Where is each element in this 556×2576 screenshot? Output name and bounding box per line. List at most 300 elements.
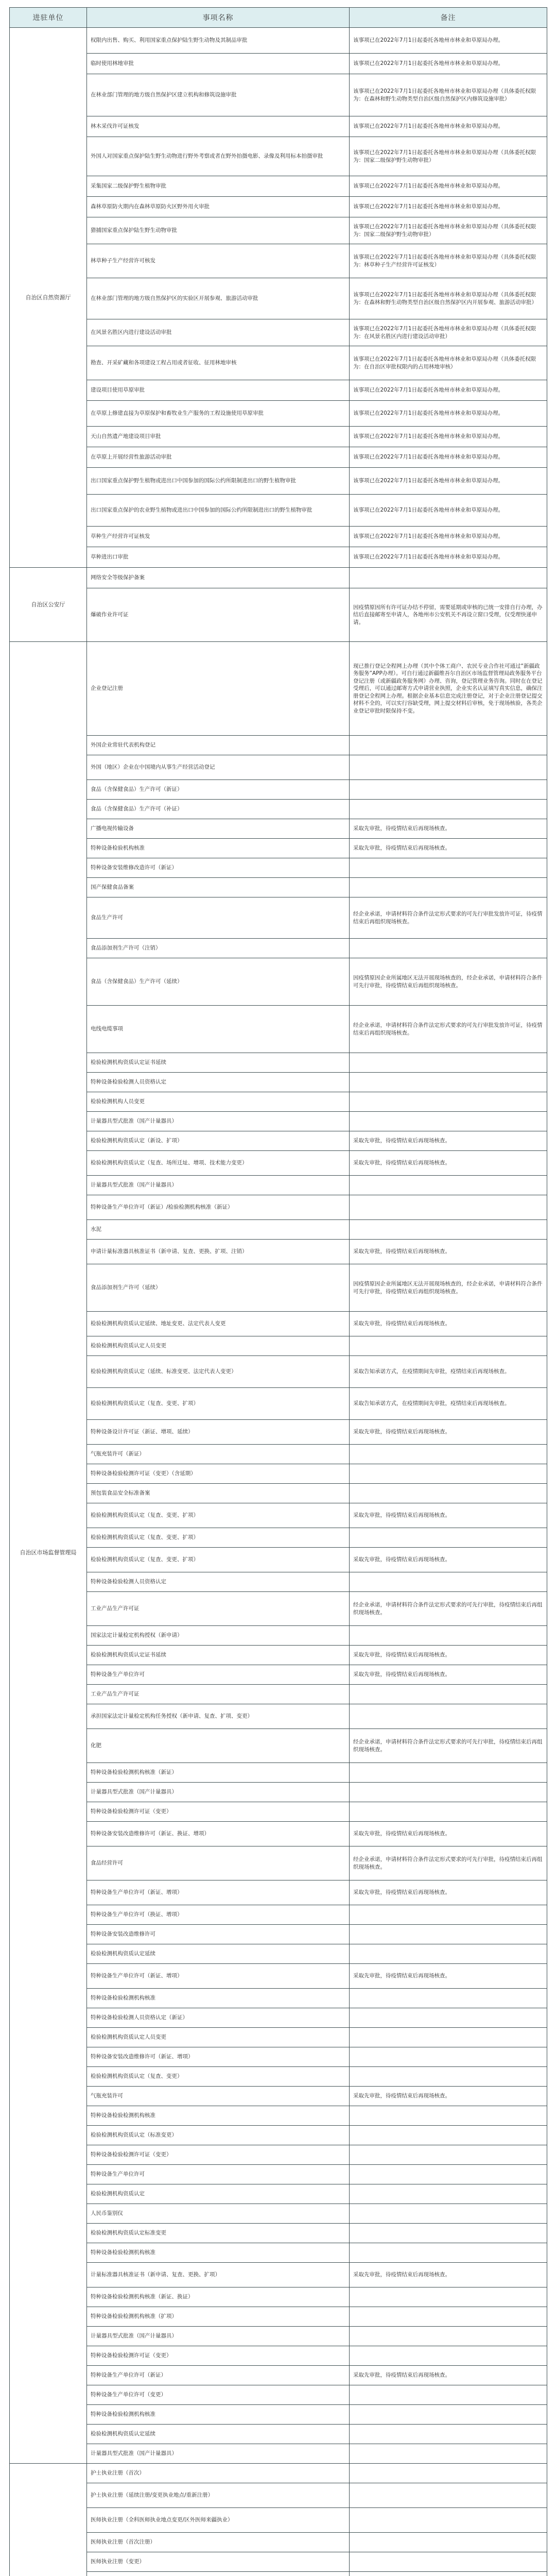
item-cell: 草种进出口审批: [87, 547, 350, 568]
table-row: [10, 1572, 547, 1592]
note-cell: [350, 1464, 547, 1484]
note-cell: 该事项已在2022年7月1日起委托各地州市林业和草原局办理（具体委托权限为：林草种子生产经营许可证核发）: [350, 244, 547, 278]
table-row: [10, 1646, 547, 1665]
table-row: [10, 2106, 547, 2126]
item-cell: 特种设备检验检测许可证（变更）: [87, 2145, 350, 2165]
note-cell: [350, 2145, 547, 2165]
note-cell: [350, 2327, 547, 2346]
item-cell: [87, 2572, 350, 2576]
table-row: [10, 939, 547, 958]
table-row: [10, 1880, 547, 1905]
note-cell: 该事项已在2022年7月1日起委托各地州市林业和草原局办理（具体委托权限为：国家二级保护野生动物审批）: [350, 217, 547, 244]
note-cell: 该事项已在2022年7月1日起委托各地州市林业和草原局办理。: [350, 427, 547, 447]
note-cell: [350, 2572, 547, 2576]
table-row: [10, 878, 547, 897]
item-cell: 食品添加剂生产许可（注销）: [87, 939, 350, 958]
note-cell: [350, 1528, 547, 1548]
item-cell: 特种设备检验检测机构核准: [87, 2243, 350, 2263]
note-cell: [350, 1053, 547, 1073]
note-cell: 该事项已在2022年7月1日起委托各地州市林业和草原局办理。: [350, 54, 547, 74]
item-cell: 在林业部门管理的地方级自然保护区建立机构和修筑设施审批: [87, 74, 350, 116]
note-cell: [350, 1445, 547, 1464]
item-cell: 特种设备生产单位许可: [87, 2165, 350, 2184]
table-row: [10, 1195, 547, 1220]
item-cell: 特种设备安装改造维修许可: [87, 1925, 350, 1944]
item-cell: 外国人对国家重点保护陆生野生动物进行野外考察或者在野外拍摄电影、录像及利用标本拍摄审批: [87, 137, 350, 176]
table-row: [10, 1989, 547, 2008]
item-cell: 医师执业注册（首次注册）: [87, 2533, 350, 2552]
table-row: [10, 137, 547, 176]
note-cell: [350, 1112, 547, 1131]
table-row: [10, 736, 547, 755]
item-cell: 食品（含保健食品）生产许可（新证）: [87, 780, 350, 800]
note-cell: 经企业承诺，申请材料符合条件法定形式要求的可先行审批发放许可证，待疫情结束后再组织现场核查。: [350, 1006, 547, 1053]
note-cell: [350, 2483, 547, 2508]
item-cell: 建设项目使用草原审批: [87, 380, 350, 401]
item-cell: 出口国家重点保护野生植物或进出口中国参加的国际公约所限制进出口的野生植物审批: [87, 468, 350, 495]
note-cell: 采取先审批，待疫情结束后再现场核查。: [350, 1964, 547, 1989]
note-cell: [350, 755, 547, 780]
table-row: [10, 28, 547, 54]
table-row: [10, 2444, 547, 2464]
table-row: [10, 2405, 547, 2425]
note-cell: 该事项已在2022年7月1日起委托各地州市林业和草原局办理（具体委托权限为：在森林和野生动物类型自治区级自然保护区内修筑设施审批）: [350, 74, 547, 116]
table-row: [10, 2067, 547, 2087]
item-cell: 医师执业注册（全科医师执业地点变更/区外医师来疆执业）: [87, 2508, 350, 2533]
note-cell: 采取先审批，待疫情结束后再现场核查。: [350, 1312, 547, 1336]
note-cell: 采取先审批，待疫情结束后再现场核查。: [350, 1240, 547, 1264]
item-cell: 计量标准器具核准证书（新申请、复查、更换、扩项）: [87, 2263, 350, 2287]
item-cell: 特种设备检验检测机构核准: [87, 1989, 350, 2008]
table-row: [10, 839, 547, 858]
table-row: [10, 1092, 547, 1112]
item-cell: 检验检测机构资质认定（标准变更）: [87, 2126, 350, 2145]
note-cell: 该事项已在2022年7月1日起委托各地州市林业和草原局办理。: [350, 401, 547, 427]
note-cell: [350, 1073, 547, 1092]
item-cell: 检验检测机构人员变更: [87, 1092, 350, 1112]
note-cell: 该事项已在2022年7月1日起委托各地州市林业和草原局办理。: [350, 527, 547, 547]
table-row: [10, 495, 547, 527]
table-row: [10, 2425, 547, 2444]
table-row: [10, 2008, 547, 2028]
note-cell: 采取先审批，待疫情结束后再现场核查。: [350, 1503, 547, 1528]
table-row: [10, 2126, 547, 2145]
note-cell: 因疫情原因企业所属地区无法开展现场核查的，经企业承诺，申请材料符合条件可先行审批，待疫情结束后再组织现场核查。: [350, 958, 547, 1006]
item-cell: 承担国家法定计量检定机构任务授权（新申请、复查、扩项、变更）: [87, 1704, 350, 1729]
note-cell: 采取先审批，待疫情结束后再现场核查。: [350, 839, 547, 858]
item-cell: 在林业部门管理的地方级自然保护区的实验区开展参观、旅游活动审批: [87, 278, 350, 319]
note-cell: [350, 1802, 547, 1822]
note-cell: 采取先审批，待疫情结束后再现场核查。: [350, 1880, 547, 1905]
table-row: [10, 1964, 547, 1989]
note-cell: 现已推行登记全程网上办理（其中个体工商户、农民专业合作社可通过“新疆政务服务”APP办理）。可自行通过新疆维吾尔自治区市场监督管理局政务服务平台登记注册（或新疆政务服务网）办理、咨询，登记管理业务咨询。同时在在登记受理后，可以通过邮寄方式申请营业执照，企业实名认证填写真实信息，确保注册登记全程网上办理。根据企业基本信息完成注册登记，对于企业注册登记提交材料不全的，可以实行容缺受理，网上提交材料后审核，免于现场核验，各类企业登记审批时限保持不变。: [350, 642, 547, 736]
note-cell: 经企业承诺，申请材料符合条件法定形式要求的可先行审批，待疫情结束后再组织现场核查。: [350, 1846, 547, 1880]
note-cell: [350, 858, 547, 878]
table-row: [10, 2483, 547, 2508]
table-row: [10, 2572, 547, 2576]
item-cell: 特种设备检验检测机构核准: [87, 2405, 350, 2425]
note-cell: [350, 1944, 547, 1964]
item-cell: 检验检测机构资质认定: [87, 2184, 350, 2204]
item-cell: 检验检测机构资质认定延续、地址变更、法定代表人变更: [87, 1312, 350, 1336]
note-cell: [350, 2405, 547, 2425]
table-row: [10, 2087, 547, 2106]
note-cell: 采取先审批，待疫情结束后再现场核查。: [350, 1646, 547, 1665]
note-cell: 该事项已在2022年7月1日起委托各地州市林业和草原局办理（具体委托权限为：在森林和野生动物类型自治区级自然保护区内开展参观、旅游活动审批）: [350, 278, 547, 319]
table-row: [10, 447, 547, 468]
item-cell: 计量器具型式批准（国产计量器具）: [87, 2327, 350, 2346]
table-row: [10, 1151, 547, 1176]
table-row: [10, 2385, 547, 2405]
item-cell: 企业登记注册: [87, 642, 350, 736]
note-cell: [350, 568, 547, 588]
note-cell: 该事项已在2022年7月1日起委托各地州市林业和草原局办理。: [350, 197, 547, 217]
table-row: [10, 116, 547, 137]
table-row: [10, 588, 547, 642]
note-cell: [350, 1685, 547, 1704]
table-row: [10, 780, 547, 800]
note-cell: [350, 780, 547, 800]
table-row: [10, 1112, 547, 1131]
item-cell: 检验检测机构资质认定延续: [87, 2425, 350, 2444]
table-row: [10, 1484, 547, 1503]
table-row: [10, 1053, 547, 1073]
table-row: [10, 1783, 547, 1802]
note-cell: [350, 2307, 547, 2327]
note-cell: 因疫情原因企业所属地区无法开展现场核查的，经企业承诺，申请材料符合条件可先行审批，待疫情结束后再组织现场核查。: [350, 1264, 547, 1312]
table-row: [10, 2346, 547, 2366]
item-cell: 在草原上开展经营性旅游活动审批: [87, 447, 350, 468]
note-cell: [350, 2008, 547, 2028]
item-cell: 特种设备检验检测许可证（变更）（含延期）: [87, 1464, 350, 1484]
item-cell: 特种设备生产单位许可（新证）/检验检测机构核准（新证）: [87, 1195, 350, 1220]
note-cell: 采取先审批，待疫情结束后再现场核查。: [350, 1822, 547, 1846]
table-row: [10, 2533, 547, 2552]
item-cell: 广播电视传输设备: [87, 819, 350, 839]
item-cell: 检验检测机构资质认定（复查、场所迁址、增项、技术能力变更）: [87, 1151, 350, 1176]
item-cell: 网络安全等级保护备案: [87, 568, 350, 588]
item-cell: 气瓶充装许可: [87, 2087, 350, 2106]
note-cell: [350, 800, 547, 819]
item-cell: 特种设备检验检测许可证（变更）: [87, 1802, 350, 1822]
table-row: [10, 2165, 547, 2184]
item-cell: 检验检测机构资质认定（新设、扩项）: [87, 1131, 350, 1151]
item-cell: 国家法定计量检定机构授权（新申请）: [87, 1626, 350, 1646]
note-cell: 该事项已在2022年7月1日起委托各地州市林业和草原局办理。: [350, 468, 547, 495]
note-cell: [350, 736, 547, 755]
item-cell: 特种设备检验检测机构核准（新证、换证）: [87, 2287, 350, 2307]
note-cell: [350, 1176, 547, 1195]
note-cell: 该事项已在2022年7月1日起委托各地州市林业和草原局办理。: [350, 116, 547, 137]
table-row: [10, 1822, 547, 1846]
table-row: [10, 1802, 547, 1822]
table-row: [10, 1264, 547, 1312]
item-cell: 特种设备检验检测机构核准: [87, 2106, 350, 2126]
item-cell: 猎捕国家重点保护陆生野生动物审批: [87, 217, 350, 244]
table-row: [10, 819, 547, 839]
note-cell: 采取先审批，待疫情结束后再现场核查。: [350, 1131, 547, 1151]
item-cell: 检验检测机构资质认定标准变更: [87, 2224, 350, 2243]
header-item: 事项名称: [87, 8, 350, 28]
note-cell: 经企业承诺，申请材料符合条件法定形式要求的可先行审批，待疫情结束后再组织现场核查。: [350, 1592, 547, 1626]
item-cell: 食品经营许可: [87, 1846, 350, 1880]
item-cell: 检验检测机构资质认定延续: [87, 1944, 350, 1964]
item-cell: 特种设备检验机构核准: [87, 839, 350, 858]
item-cell: 特种设备生产单位许可（新证、增项）: [87, 1964, 350, 1989]
table-row: [10, 427, 547, 447]
item-cell: 外国企业常驻代表机构登记: [87, 736, 350, 755]
item-cell: 特种设备检验检测人员资格认定（新证）: [87, 2008, 350, 2028]
note-cell: [350, 2243, 547, 2263]
table-row: [10, 2287, 547, 2307]
note-cell: 该事项已在2022年7月1日起委托各地州市林业和草原局办理（具体委托权限为：国家二级保护野生动物审批）: [350, 137, 547, 176]
table-row: [10, 2307, 547, 2327]
table-row: [10, 1592, 547, 1626]
table-row: [10, 2327, 547, 2346]
table-row: [10, 1006, 547, 1053]
note-cell: 采取先审批，待疫情结束后再现场核查。: [350, 2087, 547, 2106]
item-cell: 特种设备设计许可证（新证、增项、延续）: [87, 1420, 350, 1445]
table-row: [10, 1420, 547, 1445]
note-cell: 采取先审批，待疫情结束后再现场核查。: [350, 1420, 547, 1445]
item-cell: 草种生产经营许可证核发: [87, 527, 350, 547]
table-row: [10, 1548, 547, 1572]
table-row: [10, 858, 547, 878]
item-cell: 外国（地区）企业在中国境内从事生产经营活动登记: [87, 755, 350, 780]
item-cell: 预包装食品安全标准备案: [87, 1484, 350, 1503]
note-cell: [350, 2425, 547, 2444]
item-cell: 申请计量标准器具核准证书（新申请、复查、更换、扩项、注销）: [87, 1240, 350, 1264]
note-cell: [350, 1763, 547, 1783]
item-cell: 检验检测机构资质认定（复查、变更、扩项）: [87, 1503, 350, 1528]
table-row: [10, 74, 547, 116]
item-cell: 检验检测机构资质认定人员变更: [87, 1336, 350, 1356]
table-row: [10, 1336, 547, 1356]
table-row: [10, 1665, 547, 1685]
unit-cell: 自治区公安厅: [10, 568, 87, 642]
item-cell: 食品（含保健食品）生产许可（延续）: [87, 958, 350, 1006]
table-row: [10, 2464, 547, 2483]
table-row: [10, 346, 547, 380]
note-cell: 该事项已在2022年7月1日起委托各地州市林业和草原局办理。: [350, 547, 547, 568]
table-row: [10, 1131, 547, 1151]
item-cell: 权限内出售、购买、利用国家重点保护陆生野生动物及其制品审批: [87, 28, 350, 54]
item-cell: 医师执业注册（变更）: [87, 2552, 350, 2572]
note-cell: [350, 1336, 547, 1356]
table-row: [10, 2508, 547, 2533]
item-cell: 工业产品生产许可证: [87, 1592, 350, 1626]
note-cell: [350, 2028, 547, 2047]
item-cell: 爆破作业许可证: [87, 588, 350, 642]
table-body: [10, 28, 547, 2576]
item-cell: 检验检测机构资质认定证书延续: [87, 1646, 350, 1665]
table-row: [10, 54, 547, 74]
table-row: [10, 1704, 547, 1729]
item-cell: 天山自然遗产地建设项目审批: [87, 427, 350, 447]
item-cell: 食品生产许可: [87, 897, 350, 939]
table-row: [10, 1464, 547, 1484]
note-cell: 该事项已在2022年7月1日起委托各地州市林业和草原局办理（具体委托权限为：在风景名胜区内进行建设活动审批）: [350, 319, 547, 346]
table-row: [10, 176, 547, 197]
table-row: [10, 1944, 547, 1964]
table-row: [10, 1846, 547, 1880]
note-cell: [350, 2385, 547, 2405]
item-cell: 化肥: [87, 1729, 350, 1763]
item-cell: 气瓶充装许可（新证）: [87, 1445, 350, 1464]
item-cell: 计量器具型式批准（国产计量器具）: [87, 1176, 350, 1195]
table-row: [10, 2028, 547, 2047]
item-cell: 特种设备生产单位许可: [87, 1665, 350, 1685]
note-cell: [350, 1572, 547, 1592]
table-row: [10, 1685, 547, 1704]
table-header-row: [10, 8, 547, 28]
item-cell: 在风景名胜区内进行建设活动审批: [87, 319, 350, 346]
note-cell: 采取先审批，待疫情结束后再现场核查。: [350, 2366, 547, 2385]
unit-cell: [10, 2464, 87, 2576]
table-row: [10, 2145, 547, 2165]
item-cell: 检验检测机构资质认定（复查、变更）: [87, 2067, 350, 2087]
table-row: [10, 1240, 547, 1264]
note-cell: 采取告知承诺方式，在疫情期间先审批，疫情结束后再现场核查。: [350, 1388, 547, 1420]
table-row: [10, 2243, 547, 2263]
table-row: [10, 2263, 547, 2287]
note-cell: [350, 2067, 547, 2087]
table-row: [10, 380, 547, 401]
table-row: [10, 217, 547, 244]
note-cell: [350, 939, 547, 958]
note-cell: [350, 1220, 547, 1240]
note-cell: 因疫情原因所有许可证办结不停留，需要延期或审核的已统一安排自行办理，办结后直接邮寄至申请人，各地州市公安机关不再设立窗口受理，仅受理快递申请。: [350, 588, 547, 642]
item-cell: 特种设备检验检测许可证（变更）: [87, 2346, 350, 2366]
table-row: [10, 1445, 547, 1464]
note-cell: [350, 2184, 547, 2204]
note-cell: [350, 2552, 547, 2572]
note-cell: [350, 878, 547, 897]
header-note: 备注: [350, 8, 547, 28]
item-cell: 国产保健食品备案: [87, 878, 350, 897]
note-cell: 该事项已在2022年7月1日起委托各地州市林业和草原局办理（具体委托权限为：在自治区审批权限内的占用林地审核）: [350, 346, 547, 380]
table-row: [10, 2224, 547, 2243]
item-cell: 特种设备安装改造维修许可（新证、换证、增项）: [87, 1822, 350, 1846]
item-cell: 临时使用林地审批: [87, 54, 350, 74]
table-row: [10, 1312, 547, 1336]
item-cell: 食品添加剂生产许可（延续）: [87, 1264, 350, 1312]
unit-cell: 自治区市场监督管理局: [10, 642, 87, 2464]
item-cell: 林木采伐许可证核发: [87, 116, 350, 137]
note-cell: [350, 2533, 547, 2552]
table-row: [10, 401, 547, 427]
table-row: [10, 1925, 547, 1944]
note-cell: [350, 2444, 547, 2464]
table-row: [10, 1905, 547, 1925]
table-row: [10, 642, 547, 736]
note-cell: [350, 1484, 547, 1503]
unit-cell: 自治区自然资源厅: [10, 28, 87, 568]
item-cell: 特种设备生产单位许可（换证、增项）: [87, 1905, 350, 1925]
note-cell: [350, 1195, 547, 1220]
item-cell: 特种设备生产单位许可（新证）: [87, 2366, 350, 2385]
item-cell: 水泥: [87, 1220, 350, 1240]
item-cell: 森林草原防火期内在森林草原防火区野外用火审批: [87, 197, 350, 217]
note-cell: 该事项已在2022年7月1日起委托各地州市林业和草原局办理。: [350, 176, 547, 197]
item-cell: 林草种子生产经营许可核发: [87, 244, 350, 278]
item-cell: 计量器具型式批准（国产计量器具）: [87, 1783, 350, 1802]
item-cell: 在草原上修建直接为草原保护和畜牧业生产服务的工程设施使用草原审批: [87, 401, 350, 427]
note-cell: 采取先审批，待疫情结束后再现场核查。: [350, 819, 547, 839]
item-cell: 检验检测机构资质认定（复查、变更、扩项）: [87, 1548, 350, 1572]
table-row: [10, 244, 547, 278]
table-row: [10, 319, 547, 346]
note-cell: [350, 2165, 547, 2184]
note-cell: [350, 2204, 547, 2224]
note-cell: [350, 1626, 547, 1646]
item-cell: 采集国家二级保护野生植物审批: [87, 176, 350, 197]
table-row: [10, 1176, 547, 1195]
table-row: [10, 468, 547, 495]
note-cell: 采取先审批，待疫情结束后再现场核查。: [350, 1151, 547, 1176]
note-cell: [350, 2287, 547, 2307]
item-cell: 特种设备检验检测机构核准（新证）: [87, 1763, 350, 1783]
item-cell: 检验检测机构资质认定（复查、变更、扩项）: [87, 1528, 350, 1548]
table-row: [10, 2184, 547, 2204]
item-cell: 检验检测机构资质认定（延续、标准变更、法定代表人变更）: [87, 1356, 350, 1388]
item-cell: 检验检测机构资质认定人员变更: [87, 2028, 350, 2047]
note-cell: [350, 1905, 547, 1925]
table-row: [10, 1356, 547, 1388]
note-cell: 该事项已在2022年7月1日起委托各地州市林业和草原局办理。: [350, 447, 547, 468]
table-row: [10, 547, 547, 568]
table-row: [10, 1220, 547, 1240]
table-row: [10, 1388, 547, 1420]
item-cell: 护士执业注册（延续注册/变更执业地点/重新注册）: [87, 2483, 350, 2508]
note-cell: [350, 1092, 547, 1112]
table-row: [10, 278, 547, 319]
note-cell: [350, 1783, 547, 1802]
table-row: [10, 2047, 547, 2067]
note-cell: [350, 2106, 547, 2126]
item-cell: 特种设备检验检测机构核准（扩项）: [87, 2307, 350, 2327]
note-cell: [350, 2224, 547, 2243]
table-row: [10, 958, 547, 1006]
table-row: [10, 2552, 547, 2572]
note-cell: [350, 1704, 547, 1729]
note-cell: [350, 2126, 547, 2145]
item-cell: 特种设备生产单位许可（变更）: [87, 2385, 350, 2405]
item-cell: 计量器具型式批准（国产计量器具）: [87, 1112, 350, 1131]
table-row: [10, 897, 547, 939]
item-cell: 电线电缆事项: [87, 1006, 350, 1053]
note-cell: [350, 1925, 547, 1944]
item-cell: 特种设备安装维修改造许可（新证）: [87, 858, 350, 878]
table-row: [10, 197, 547, 217]
item-cell: 特种设备安装改造维修许可（新证、增项）: [87, 2047, 350, 2067]
note-cell: [350, 2047, 547, 2067]
note-cell: 该事项已在2022年7月1日起委托各地州市林业和草原局办理。: [350, 495, 547, 527]
item-cell: 检验检测机构资质认定（复查、变更、扩项）: [87, 1388, 350, 1420]
item-cell: 特种设备生产单位许可（新证、增项）: [87, 1880, 350, 1905]
item-cell: 工业产品生产许可证: [87, 1685, 350, 1704]
note-cell: 经企业承诺，申请材料符合条件法定形式要求的可先行审批，待疫情结束后再组织现场核查。: [350, 1729, 547, 1763]
table-row: [10, 568, 547, 588]
note-cell: 采取先审批，待疫情结束后再现场核查。: [350, 1665, 547, 1685]
table-row: [10, 527, 547, 547]
table-row: [10, 1528, 547, 1548]
table-row: [10, 2204, 547, 2224]
table-row: [10, 1763, 547, 1783]
policy-table: [9, 7, 547, 2576]
item-cell: 特种设备检验检测人员资格认定: [87, 1073, 350, 1092]
item-cell: 护士执业注册（首次）: [87, 2464, 350, 2483]
